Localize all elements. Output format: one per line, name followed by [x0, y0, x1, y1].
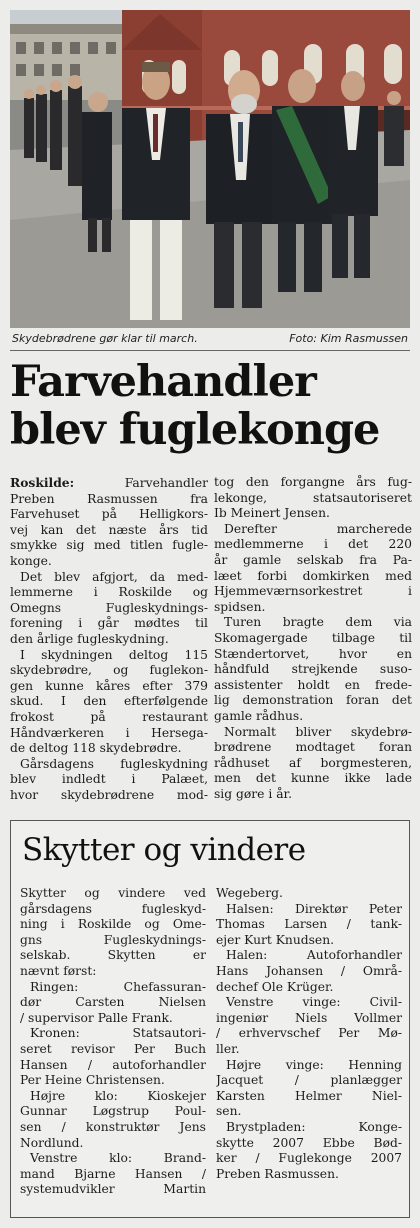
parade-photo-illustration — [10, 10, 410, 328]
parade-photo — [10, 10, 410, 328]
text-line: rådhuset af borgmesteren, — [214, 755, 412, 770]
text-line: skud. I den efterfølgende — [10, 694, 208, 709]
text-line: ejer Kurt Knudsen. — [216, 932, 335, 947]
caption-text: Skydebrødrene gør klar til march. — [12, 332, 198, 345]
text-line: vej kan det næste års tid — [10, 522, 208, 537]
article-headline — [10, 358, 410, 454]
text-line: lemmerne i Roskilde og — [10, 585, 208, 600]
text-line: Karsten Helmer Niel- — [216, 1088, 402, 1103]
text-line: Det blev afgjort, da med- — [20, 569, 208, 584]
text-line: Hansen / autoforhandler — [20, 1057, 206, 1072]
text-line: Halen: Autoforhandler — [226, 948, 402, 963]
text-line: konge. — [10, 553, 52, 568]
text-line: / supervisor Palle Frank. — [20, 1010, 173, 1025]
text-line: Omegns Fugleskydnings- — [10, 600, 208, 615]
text-line: Hans Johansen / Områ- — [216, 963, 402, 978]
text-line: spidsen. — [214, 599, 266, 614]
text-line: sen / konstruktør Jens — [20, 1119, 206, 1134]
text-line: I skydningen deltog 115 — [20, 647, 208, 662]
text-line: forening i går mødtes til — [10, 616, 208, 631]
text-line: hvor skydebrødrene mod- — [10, 787, 208, 802]
text-line: Turen bragte dem via — [224, 615, 412, 630]
text-line: Preben Rasmussen fra — [10, 491, 208, 506]
text-line: smykke sig med titlen fugle- — [10, 538, 208, 553]
text-line: Gårsdagens fugleskydning — [20, 756, 208, 771]
text-line: Skomagergade tilbage til — [214, 630, 412, 645]
text-line: Højre klo: Kioskejer — [30, 1088, 206, 1103]
text-line: Brystpladen: Konge- — [226, 1119, 402, 1134]
text-line: gen kunne kåres efter 379 — [10, 678, 208, 693]
text-line: Ib Meinert Jensen. — [214, 506, 330, 521]
text-line: Per Heine Christensen. — [20, 1073, 165, 1088]
text-line: ingeniør Niels Vollmer — [216, 1010, 402, 1025]
text-line: frokost på restaurant — [10, 709, 208, 724]
text-line: mand Bjarne Hansen / — [20, 1166, 206, 1181]
text-line: tog den forgangne års fug- — [214, 475, 412, 489]
text-line: Farvehuset på Helligkors- — [10, 507, 208, 522]
text-line: blev indledt i Palæet, — [10, 772, 208, 787]
text-line: sen. — [216, 1104, 242, 1119]
winners-box-title: Skytter og vindere — [22, 832, 306, 868]
text-line: ller. — [216, 1041, 240, 1056]
text-line: dechef Ole Krüger. — [216, 979, 334, 994]
winners-column-left — [20, 886, 206, 1198]
headline-line-2: blev fuglekonge — [10, 405, 380, 455]
text-line: læet forbi domkirken med — [214, 568, 412, 583]
text-line: Højre vinge: Henning — [226, 1057, 402, 1072]
text-line: den årlige fugleskydning. — [10, 631, 169, 646]
text-line: lekonge, statsautoriseret — [214, 490, 412, 505]
text-line: Hjemmeværnsorkestret i — [214, 584, 412, 599]
text-line: Normalt bliver skydebrø- — [224, 724, 412, 739]
text-line: Wegeberg. — [216, 886, 283, 900]
text-line: dør Carsten Nielsen — [20, 995, 206, 1010]
text-line: Roskilde: Farvehandler — [10, 475, 208, 490]
text-line: skytte 2007 Ebbe Bød- — [216, 1135, 402, 1150]
text-line: Nordlund. — [20, 1135, 84, 1150]
text-line: Stændertorvet, hvor en — [214, 646, 412, 661]
text-line: Ringen: Chefassuran- — [30, 979, 206, 994]
text-line: sig gøre i år. — [214, 786, 292, 801]
text-line: år gamle selskab fra Pa- — [214, 552, 412, 567]
text-line: ning i Roskilde og Ome- — [20, 917, 206, 932]
text-line: medlemmerne i det 220 — [214, 537, 412, 552]
text-line: Jacquet / planlægger — [216, 1073, 402, 1088]
text-line: Derefter marcherede — [224, 521, 412, 536]
text-line: Venstre klo: Brand- — [30, 1151, 206, 1166]
text-line: de deltog 118 skydebrødre. — [10, 741, 182, 756]
text-line: ker / Fuglekonge 2007 — [216, 1151, 402, 1166]
text-line: Håndværkeren i Hersega- — [10, 725, 208, 740]
text-line: gns Fugleskydnings- — [20, 932, 206, 947]
text-line: Halsen: Direktør Peter — [226, 901, 402, 916]
text-line: Thomas Larsen / tank- — [216, 917, 402, 932]
text-line: gamle rådhus. — [214, 708, 304, 723]
text-line: systemudvikler Martin — [20, 1182, 206, 1197]
headline-line-1: Farvehandler — [10, 357, 316, 407]
text-line: assistenter holdt en frede- — [214, 677, 412, 692]
text-line: gårsdagens fugleskyd- — [20, 901, 206, 916]
text-line: Venstre vinge: Civil- — [226, 995, 402, 1010]
text-line: Kronen: Statsautori- — [30, 1026, 206, 1041]
text-line: nævnt først: — [20, 963, 97, 978]
text-line: / erhvervschef Per Mø- — [216, 1026, 402, 1041]
article-column-left — [10, 475, 208, 803]
article-column-right — [214, 475, 412, 802]
text-line: selskab. Skytten er — [20, 948, 206, 963]
article-kicker: Roskilde: — [10, 475, 75, 490]
text-line: Gunnar Løgstrup Poul- — [20, 1104, 206, 1119]
text-line: håndfuld strejkende suso- — [214, 662, 412, 677]
photo-credit: Foto: Kim Rasmussen — [289, 332, 408, 345]
text-line: Skytter og vindere ved — [20, 886, 206, 900]
text-line: lig demonstration foran det — [214, 693, 412, 708]
photo-caption — [10, 330, 410, 348]
text-line: men det kunne ikke lade — [214, 771, 412, 786]
text-line: skydebrødre, og fuglekon- — [10, 663, 208, 678]
text-line: seret revisor Per Buch — [20, 1041, 206, 1056]
winners-column-right — [216, 886, 402, 1182]
text-line: Preben Rasmussen. — [216, 1166, 339, 1181]
caption-divider — [10, 350, 410, 351]
text-line: brødrene modtaget foran — [214, 740, 412, 755]
